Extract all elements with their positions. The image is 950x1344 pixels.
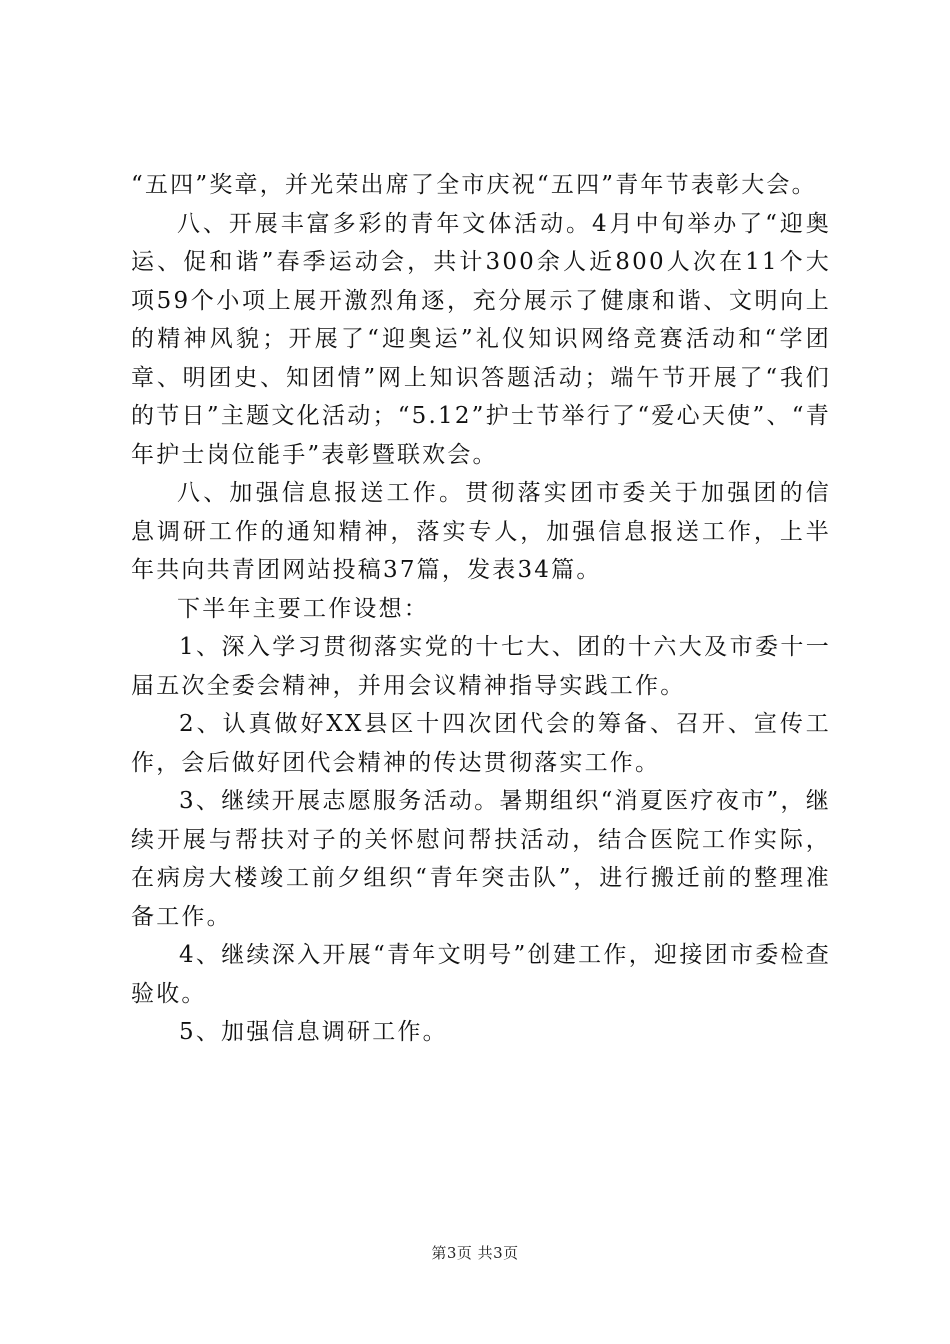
list-item-4: 4、继续深入开展“青年文明号”创建工作，迎接团市委检查验收。 xyxy=(131,942,831,1007)
paragraph-sports-activities: 八、开展丰富多彩的青年文体活动。4月中旬举办了“迎奥运、促和谐”春季运动会，共计300余人近800人次在11个大项59个小项上展开激烈角逐，充分展示了健康和谐、文明向上的精神风貌；开展了“迎奥运”礼仪知识网络竞赛活动和“学团章、明团史、知团情”网上知识答题活动；端午节开展了“我们的节日”主题文化活动；“5.12”护士节举行了“爱心天使”、“青年护士岗位能手”表彰暨联欢会。 xyxy=(131,210,831,468)
section-heading-second-half-plans: 下半年主要工作设想： xyxy=(177,595,429,622)
list-item-2: 2、认真做好XX县区十四次团代会的筹备、召开、宣传工作，会后做好团代会精神的传达贯彻落实工作。 xyxy=(131,711,831,776)
list-item-5: 5、加强信息调研工作。 xyxy=(179,1019,448,1045)
page-footer: 第3页 共3页 xyxy=(431,1244,519,1262)
list-item-3: 3、继续开展志愿服务活动。暑期组织“消夏医疗夜市”，继续开展与帮扶对子的关怀慰问帮扶活动，结合医院工作实际，在病房大楼竣工前夕组织“青年突击队”，进行搬迁前的整理准备工作。 xyxy=(131,788,831,930)
paragraph-continuation: “五四”奖章，并光荣出席了全市庆祝“五四”青年节表彰大会。 xyxy=(131,172,817,198)
document-body xyxy=(131,166,831,1052)
list-item-1: 1、深入学习贯彻落实党的十七大、团的十六大及市委十一届五次全委会精神，并用会议精神指导实践工作。 xyxy=(131,634,831,699)
paragraph-information-reporting: 八、加强信息报送工作。贯彻落实团市委关于加强团的信息调研工作的通知精神，落实专人，加强信息报送工作，上半年共向共青团网站投稿37篇，发表34篇。 xyxy=(131,480,831,583)
